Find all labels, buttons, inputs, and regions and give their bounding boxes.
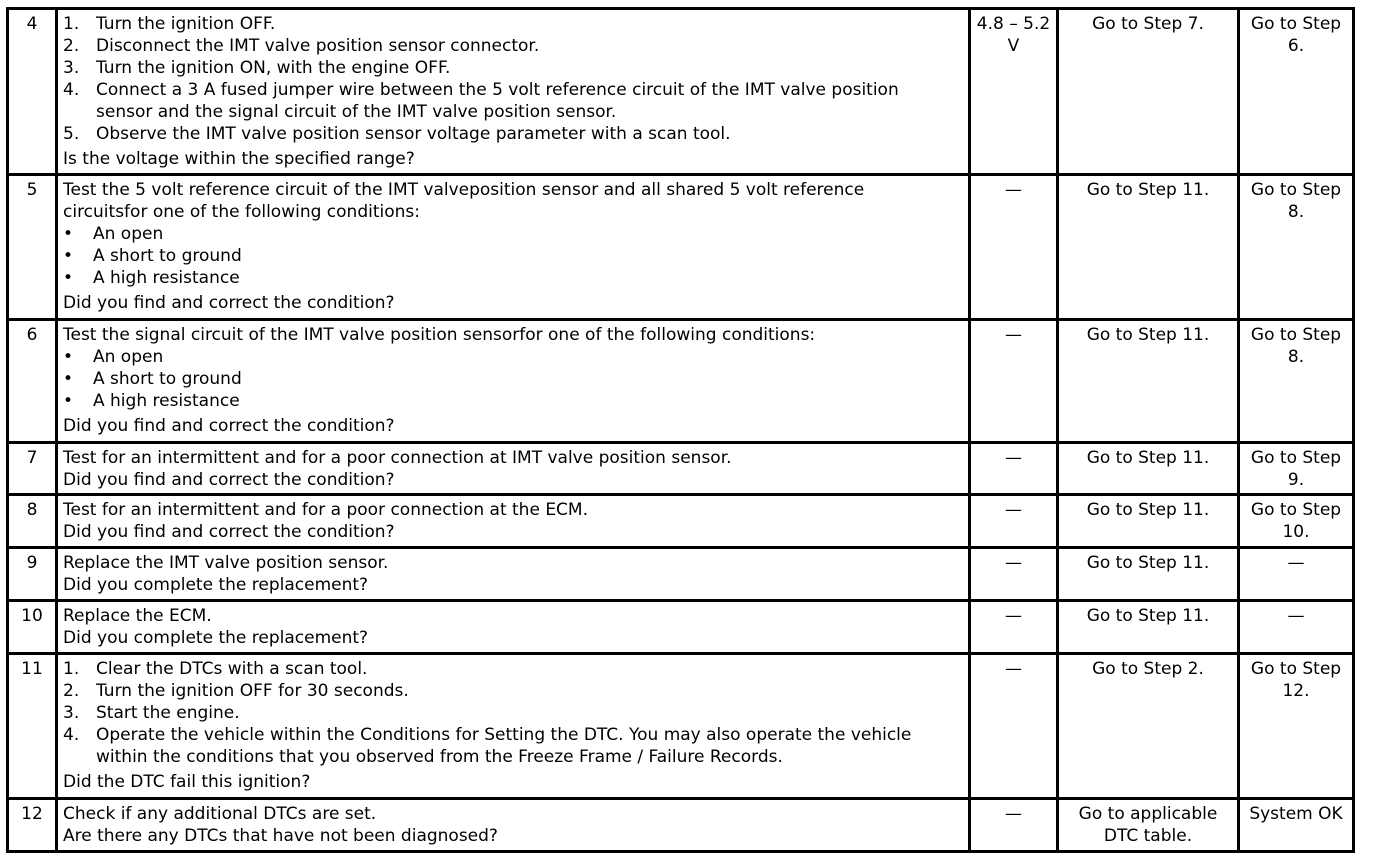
step-number: 4	[8, 9, 57, 175]
yes-cell: Go to Step 11.	[1058, 443, 1239, 495]
table-row	[8, 9, 1354, 175]
no-cell: System OK	[1239, 799, 1354, 852]
action-cell	[57, 799, 970, 852]
list-item: 4. Connect a 3 A fused jumper wire between the 5 volt reference circuit of the IMT valve position sensor and the signal circuit of the IMT valve position sensor.	[63, 80, 899, 122]
yes-cell: Go to Step 11.	[1058, 548, 1239, 601]
value-cell: —	[970, 443, 1058, 495]
table-row	[8, 654, 1354, 799]
bullet-icon: •	[63, 246, 74, 266]
yes-cell: Go to Step 11.	[1058, 495, 1239, 548]
value-cell: —	[970, 175, 1058, 320]
intro-text: Test the signal circuit of the IMT valve position sensorfor one of the following conditions:	[63, 325, 816, 345]
yes-cell: Go to applicable DTC table.	[1058, 799, 1239, 852]
action-cell	[57, 654, 970, 799]
table-row	[8, 548, 1354, 601]
question-text: Did the DTC fail this ignition?	[63, 772, 311, 792]
no-cell: Go to Step 10.	[1239, 495, 1354, 548]
table-row	[8, 495, 1354, 548]
list-item: • A high resistance	[63, 391, 240, 411]
bullet-icon: •	[63, 224, 74, 244]
action-cell	[57, 601, 970, 654]
question-text: Did you find and correct the condition?	[63, 416, 395, 436]
no-cell: Go to Step 8.	[1239, 320, 1354, 443]
intro-text: Test the 5 volt reference circuit of the IMT valveposition sensor and all shared 5 volt reference circuitsfor one of the following conditions:	[63, 180, 865, 222]
step-number: 9	[8, 548, 57, 601]
step-number: 6	[8, 320, 57, 443]
list-item: 4. Operate the vehicle within the Conditions for Setting the DTC. You may also operate the vehicle within the conditions that you observed from the Freeze Frame / Failure Records.	[63, 725, 912, 767]
list-item: • An open	[63, 347, 164, 367]
step-number: 11	[8, 654, 57, 799]
table-row	[8, 443, 1354, 495]
value-cell: —	[970, 320, 1058, 443]
value-cell: —	[970, 654, 1058, 799]
action-cell	[57, 320, 970, 443]
question-text: Did you find and correct the condition?	[63, 293, 395, 313]
step-number: 5	[8, 175, 57, 320]
intro-text: Replace the IMT valve position sensor.	[63, 553, 389, 573]
table-row	[8, 799, 1354, 852]
bullet-icon: •	[63, 369, 74, 389]
question-text: Did you complete the replacement?	[63, 628, 369, 648]
list-item: 1. Turn the ignition OFF.	[63, 14, 276, 34]
question-text: Is the voltage within the specified range?	[63, 149, 415, 169]
list-item: • A short to ground	[63, 246, 242, 266]
no-cell: Go to Step 6.	[1239, 9, 1354, 175]
action-cell	[57, 548, 970, 601]
value-cell: —	[970, 495, 1058, 548]
list-item: 3. Start the engine.	[63, 703, 240, 723]
no-cell: Go to Step 9.	[1239, 443, 1354, 495]
table-row	[8, 320, 1354, 443]
action-cell	[57, 443, 970, 495]
no-cell: —	[1239, 548, 1354, 601]
bullet-icon: •	[63, 391, 74, 411]
list-item: • A short to ground	[63, 369, 242, 389]
bullet-icon: •	[63, 347, 74, 367]
bullet-icon: •	[63, 268, 74, 288]
list-item: • A high resistance	[63, 268, 240, 288]
list-item: 1. Clear the DTCs with a scan tool.	[63, 659, 368, 679]
value-cell: 4.8 – 5.2 V	[970, 9, 1058, 175]
yes-cell: Go to Step 7.	[1058, 9, 1239, 175]
action-cell	[57, 495, 970, 548]
step-number: 12	[8, 799, 57, 852]
list-item: 2. Disconnect the IMT valve position sensor connector.	[63, 36, 540, 56]
value-cell: —	[970, 601, 1058, 654]
yes-cell: Go to Step 11.	[1058, 601, 1239, 654]
list-item: 2. Turn the ignition OFF for 30 seconds.	[63, 681, 409, 701]
action-cell	[57, 175, 970, 320]
list-item: 3. Turn the ignition ON, with the engine OFF.	[63, 58, 451, 78]
yes-cell: Go to Step 11.	[1058, 320, 1239, 443]
question-text: Did you complete the replacement?	[63, 575, 369, 595]
list-item: • An open	[63, 224, 164, 244]
intro-text: Test for an intermittent and for a poor connection at IMT valve position sensor.	[63, 448, 732, 468]
list-item: 5. Observe the IMT valve position sensor voltage parameter with a scan tool.	[63, 124, 731, 144]
no-cell: Go to Step 8.	[1239, 175, 1354, 320]
question-text: Are there any DTCs that have not been diagnosed?	[63, 826, 498, 846]
step-number: 10	[8, 601, 57, 654]
yes-cell: Go to Step 11.	[1058, 175, 1239, 320]
intro-text: Check if any additional DTCs are set.	[63, 804, 377, 824]
step-number: 8	[8, 495, 57, 548]
value-cell: —	[970, 799, 1058, 852]
action-cell	[57, 9, 970, 175]
no-cell: Go to Step 12.	[1239, 654, 1354, 799]
value-cell: —	[970, 548, 1058, 601]
step-number: 7	[8, 443, 57, 495]
question-text: Did you find and correct the condition?	[63, 522, 395, 542]
intro-text: Replace the ECM.	[63, 606, 212, 626]
question-text: Did you find and correct the condition?	[63, 470, 395, 490]
yes-cell: Go to Step 2.	[1058, 654, 1239, 799]
no-cell: —	[1239, 601, 1354, 654]
diagnostic-table	[6, 7, 1355, 853]
table-row	[8, 175, 1354, 320]
table-row	[8, 601, 1354, 654]
intro-text: Test for an intermittent and for a poor connection at the ECM.	[63, 500, 588, 520]
